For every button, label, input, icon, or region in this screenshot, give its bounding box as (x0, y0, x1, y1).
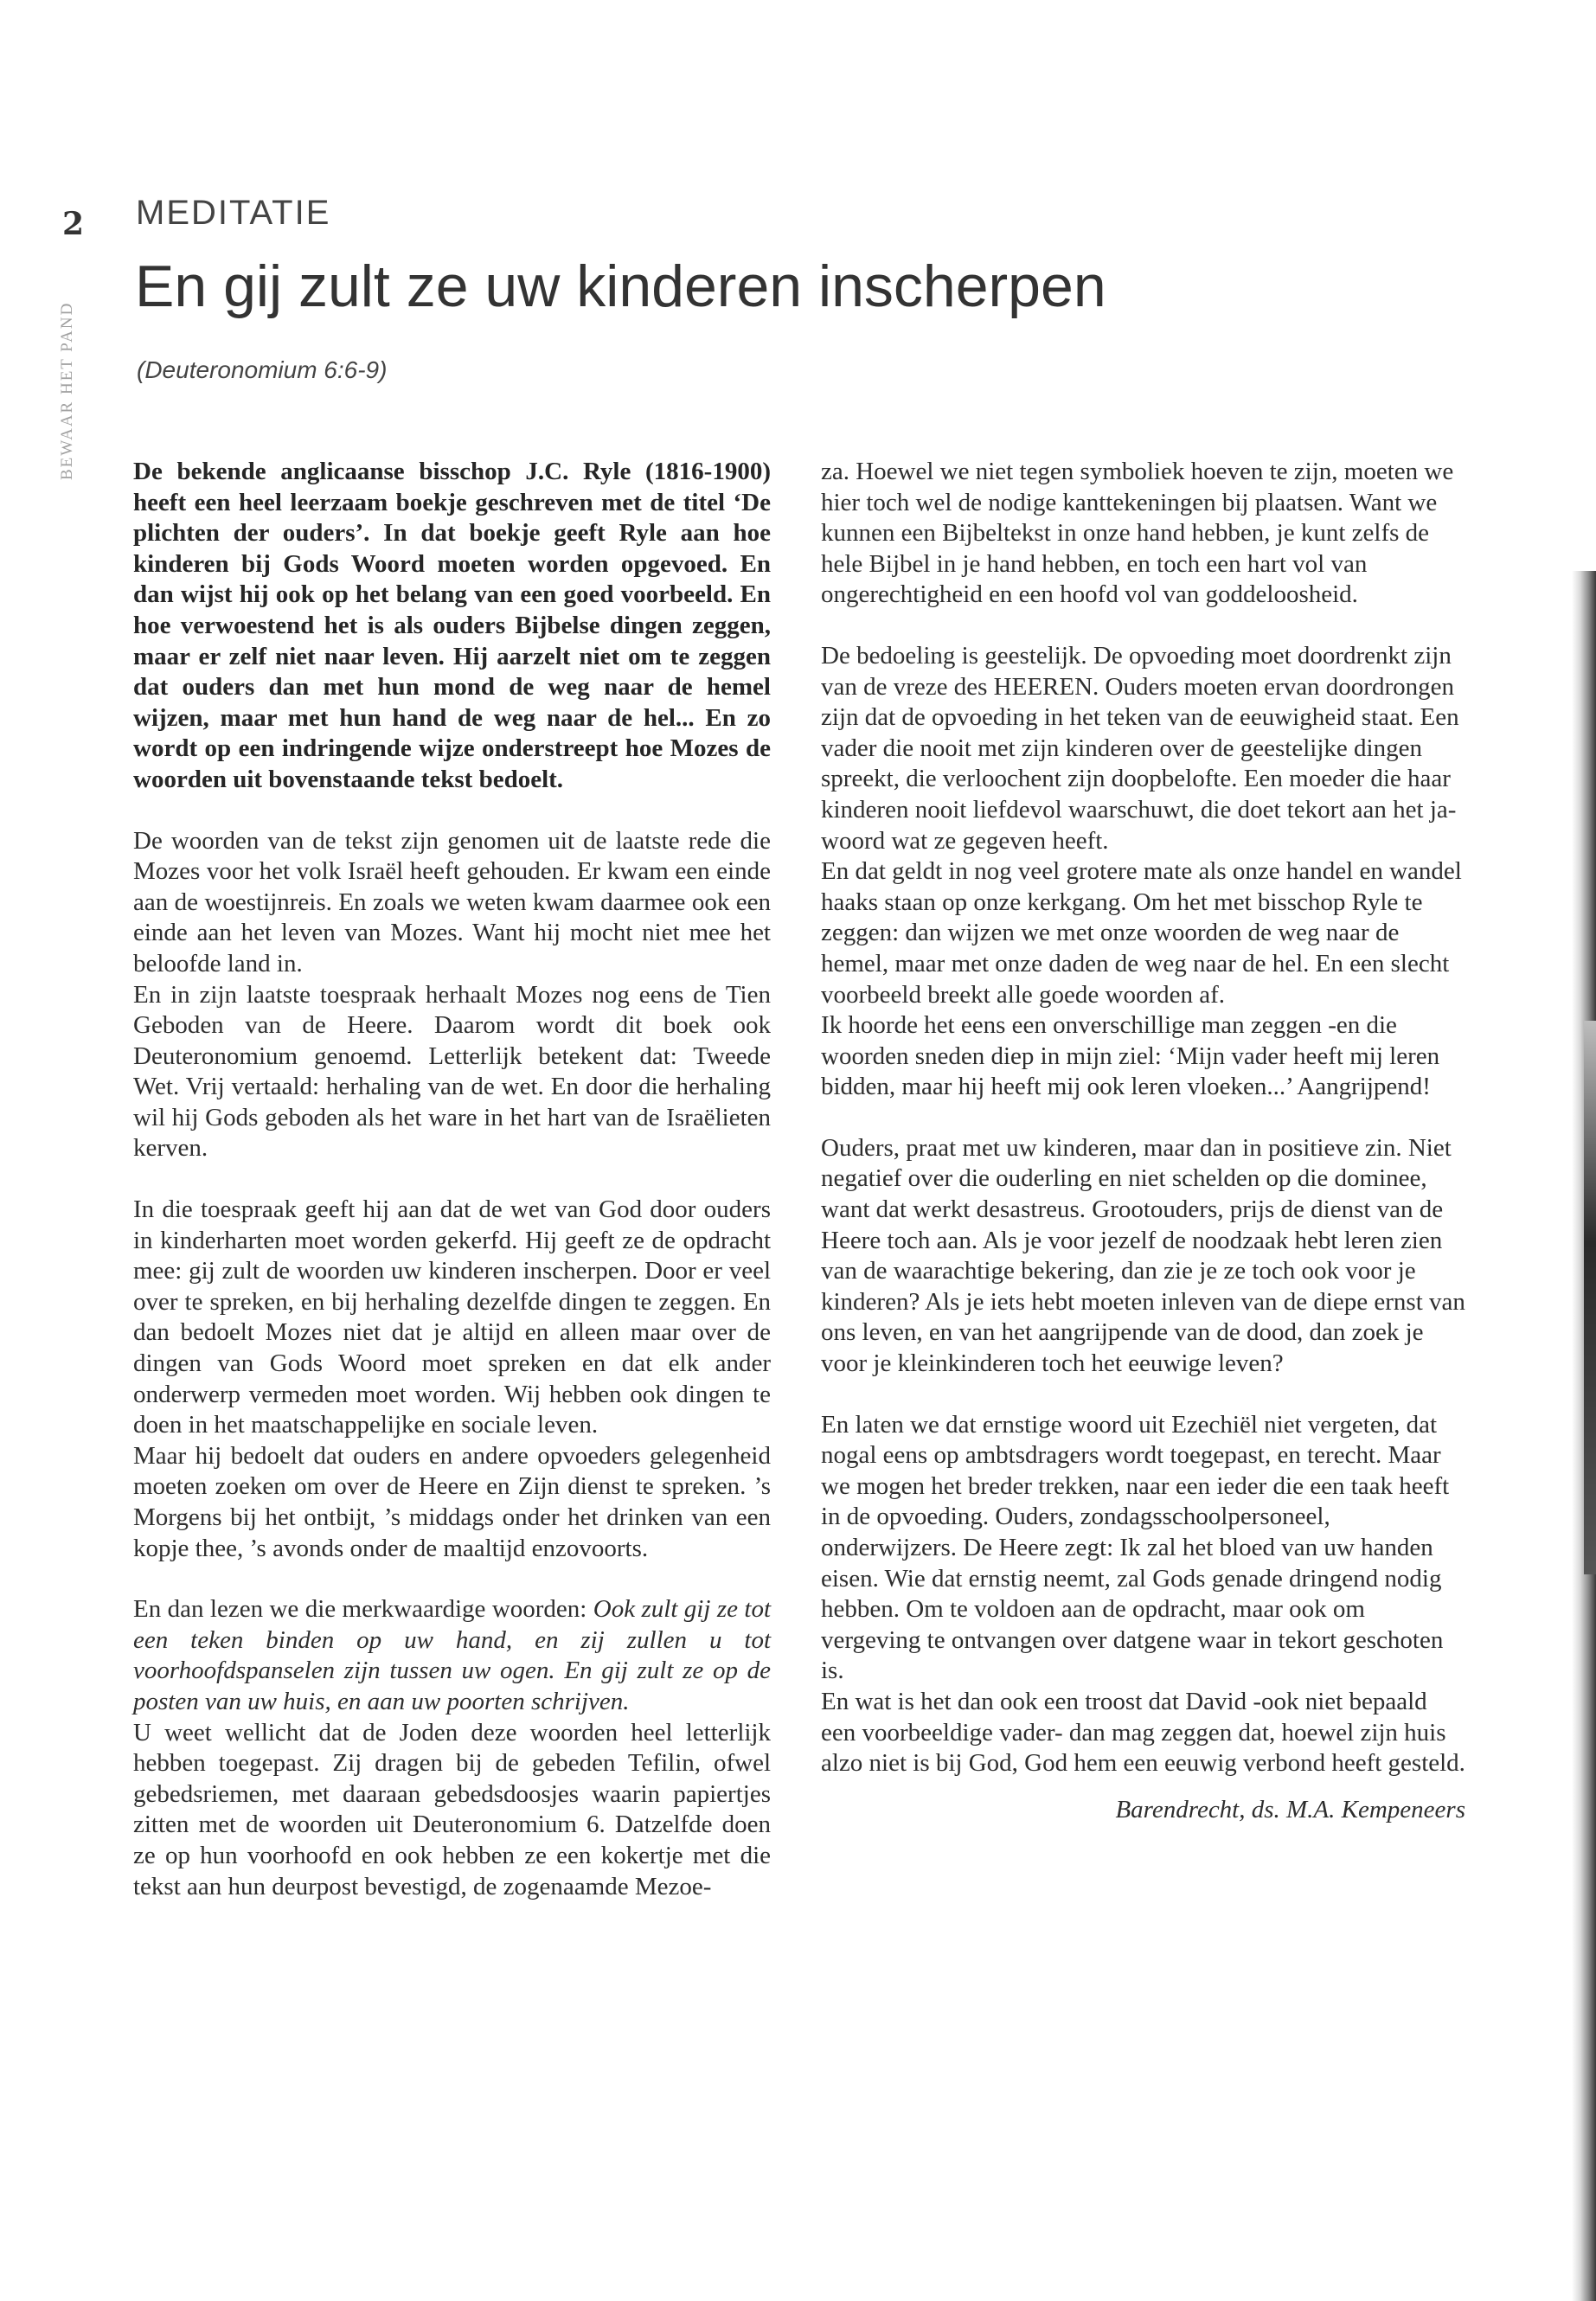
body-paragraph: Ik hoorde het eens een onverschillige man zeggen -en die woorden sneden diep in mijn ziel: ‘Mijn vader heeft mij leren bidden, maar hij heeft mij ook leren vloeken...’ Aangrijpend! (821, 1011, 1440, 1101)
body-paragraph: En in zijn laatste toespraak herhaalt Mozes nog eens de Tien Geboden van de Heere. Daarom wordt dit boek ook Deuteronomium genoemd. Letterlijk betekent dat: Tweede Wet. Vrij vertaald: herhaling van de wet. En door die herhaling wil hij Gods geboden als het ware in het hart van de Israëlieten kerven. (133, 980, 771, 1163)
intro-paragraph: De bekende anglicaanse bisschop J.C. Ryle (1816-1900) heeft een heel leerzaam boekje geschreven met de titel ‘De plichten der ouders’. In dat boekje geeft Ryle aan hoe kinderen bij Gods Woord moeten worden opgevoed. En dan wijst hij ook op het belang van een goed voorbeeld. En hoe verwoestend het is als ouders Bijbelse dingen zeggen, maar er zelf niet naar leven. Hij aarzelt niet om te zeggen dat ouders dan met hun mond de weg naar de hemel wijzen, maar met hun hand de weg naar de hel... En zo wordt op een indringende wijze onderstreept hoe Mozes de woorden uit bovenstaande tekst bedoelt. (133, 458, 771, 793)
right-column (821, 457, 1465, 1825)
left-column (133, 457, 771, 1902)
body-paragraph: U weet wellicht dat de Joden deze woorden heel letterlijk hebben toegepast. Zij dragen bij de gebeden Tefilin, ofwel gebedsriemen, met daaraan gebedsdoosjes waarin papiertjes zitten met de woorden uit Deuteronomium 6. Datzelfde doen ze op hun voorhoofd en ook hebben ze een kokertje met die tekst aan hun deurpost bevestigd, de zogenaamde Mezoe- (133, 1718, 771, 1900)
body-paragraph: In die toespraak geeft hij aan dat de wet van God door ouders in kinderharten moet worden gekerfd. Hij geeft ze de opdracht mee: gij zult de woorden uw kinderen inscherpen. Door er veel over te spreken, en bij herhaling dezelfde dingen te zeggen. En dan bedoelt Mozes niet dat je altijd en alleen maar over de dingen van Gods Woord moet spreken en dat elk ander onderwerp vermeden moet worden. Wij hebben ook dingen te doen in het maatschappelijke en sociale leven. (133, 1195, 771, 1439)
section-label: MEDITATIE (136, 194, 331, 232)
page-title: En gij zult ze uw kinderen inscherpen (135, 253, 1106, 319)
body-paragraph: En wat is het dan ook een troost dat David -ook niet bepaald een voorbeeldige vader- dan mag zeggen dat, hoewel zijn huis alzo niet is bij God, God hem een eeuwig verbond heeft gesteld. (821, 1687, 1465, 1778)
author-signature: Barendrecht, ds. M.A. Kempeneers (1115, 1795, 1465, 1823)
body-paragraph: Ouders, praat met uw kinderen, maar dan in positieve zin. Niet negatief over die ouderling en niet schelden op die dominee, want dat werkt desastreus. Grootouders, prijs de dienst van de Heere toch aan. Als je voor jezelf de noodzaak hebt leren zien van de waarachtige bekering, dan zie je ze toch ook voor je kinderen? Als je iets hebt moeten inleven van de diepe ernst van ons leven, en van het aangrijpende van de dood, dan zoek je voor je kleinkinderen toch het eeuwige leven? (821, 1133, 1465, 1378)
body-paragraph: Maar hij bedoelt dat ouders en andere opvoeders gelegenheid moeten zoeken om over de Heere en Zijn dienst te spreken. ’s Morgens bij het ontbijt, ’s middags onder het drinken van een kopje thee, ’s avonds onder de maaltijd enzovoorts. (133, 1441, 771, 1562)
body-paragraph: De bedoeling is geestelijk. De opvoeding moet doordrenkt zijn van de vreze des HEEREN. Ouders moeten ervan doordrongen zijn dat de opvoeding in het teken van de eeuwigheid staat. Een vader die nooit met zijn kinderen over de geestelijke dingen spreekt, die verloochent zijn doopbelofte. Een moeder die haar kinderen nooit liefdevol waarschuwt, die doet tekort aan het ja-woord wat ze gegeven heeft. (821, 641, 1459, 855)
edge-photo-shadow (1584, 1021, 1596, 1574)
body-paragraph: En laten we dat ernstige woord uit Ezechiël niet vergeten, dat nogal eens op ambtsdragers wordt toegepast, en terecht. Maar we mogen het breder trekken, naar een ieder die een taak heeft in de opvoeding. Ouders, zondagsschoolpersoneel, onderwijzers. De Heere zegt: Ik zal het bloed van uw handen eisen. Wie dat ernstig neemt, zal Gods genade dringend nodig hebben. Om te voldoen aan de opdracht, maar ook om vergeving te ontvangen over datgene waar in tekort geschoten is. (821, 1410, 1450, 1685)
body-paragraph: za. Hoewel we niet tegen symboliek hoeven te zijn, moeten we hier toch wel de nodige kanttekeningen bij plaatsen. Want we kunnen een Bijbeltekst in onze hand hebben, je kunt zelfs de hele Bijbel in je hand hebben, en toch een hart vol van ongerechtigheid en een hoofd vol van goddeloosheid. (821, 458, 1454, 609)
running-head: BEWAAR HET PAND (58, 301, 76, 480)
body-paragraph: En dat geldt in nog veel grotere mate als onze handel en wandel haaks staan op onze kerkgang. Om het met bisschop Ryle te zeggen: dan wijzen we met onze woorden de weg naar de hemel, maar met onze daden de weg naar de hel. En een slecht voorbeeld breekt alle goede woorden af. (821, 857, 1462, 1009)
scripture-quote: Ook zult gij ze tot een teken binden op uw hand, en zij zullen u tot voorhoofdspanselen zijn tussen uw ogen. En gij zult ze op de posten van uw huis, en aan uw poorten schrijven. (133, 1595, 772, 1715)
page-number: 2 (62, 206, 85, 242)
quote-lead: En dan lezen we die merkwaardige woorden: (133, 1595, 593, 1624)
body-paragraph-with-quote (133, 1594, 771, 1717)
body-paragraph: De woorden van de tekst zijn genomen uit de laatste rede die Mozes voor het volk Israël heeft gehouden. Er kwam een einde aan de woestijnreis. En zoals we weten kwam daarmee ook een einde aan het leven van Mozes. Want hij mocht niet mee het beloofde land in. (133, 826, 771, 977)
scripture-reference: (Deuteronomium 6:6-9) (137, 356, 388, 383)
